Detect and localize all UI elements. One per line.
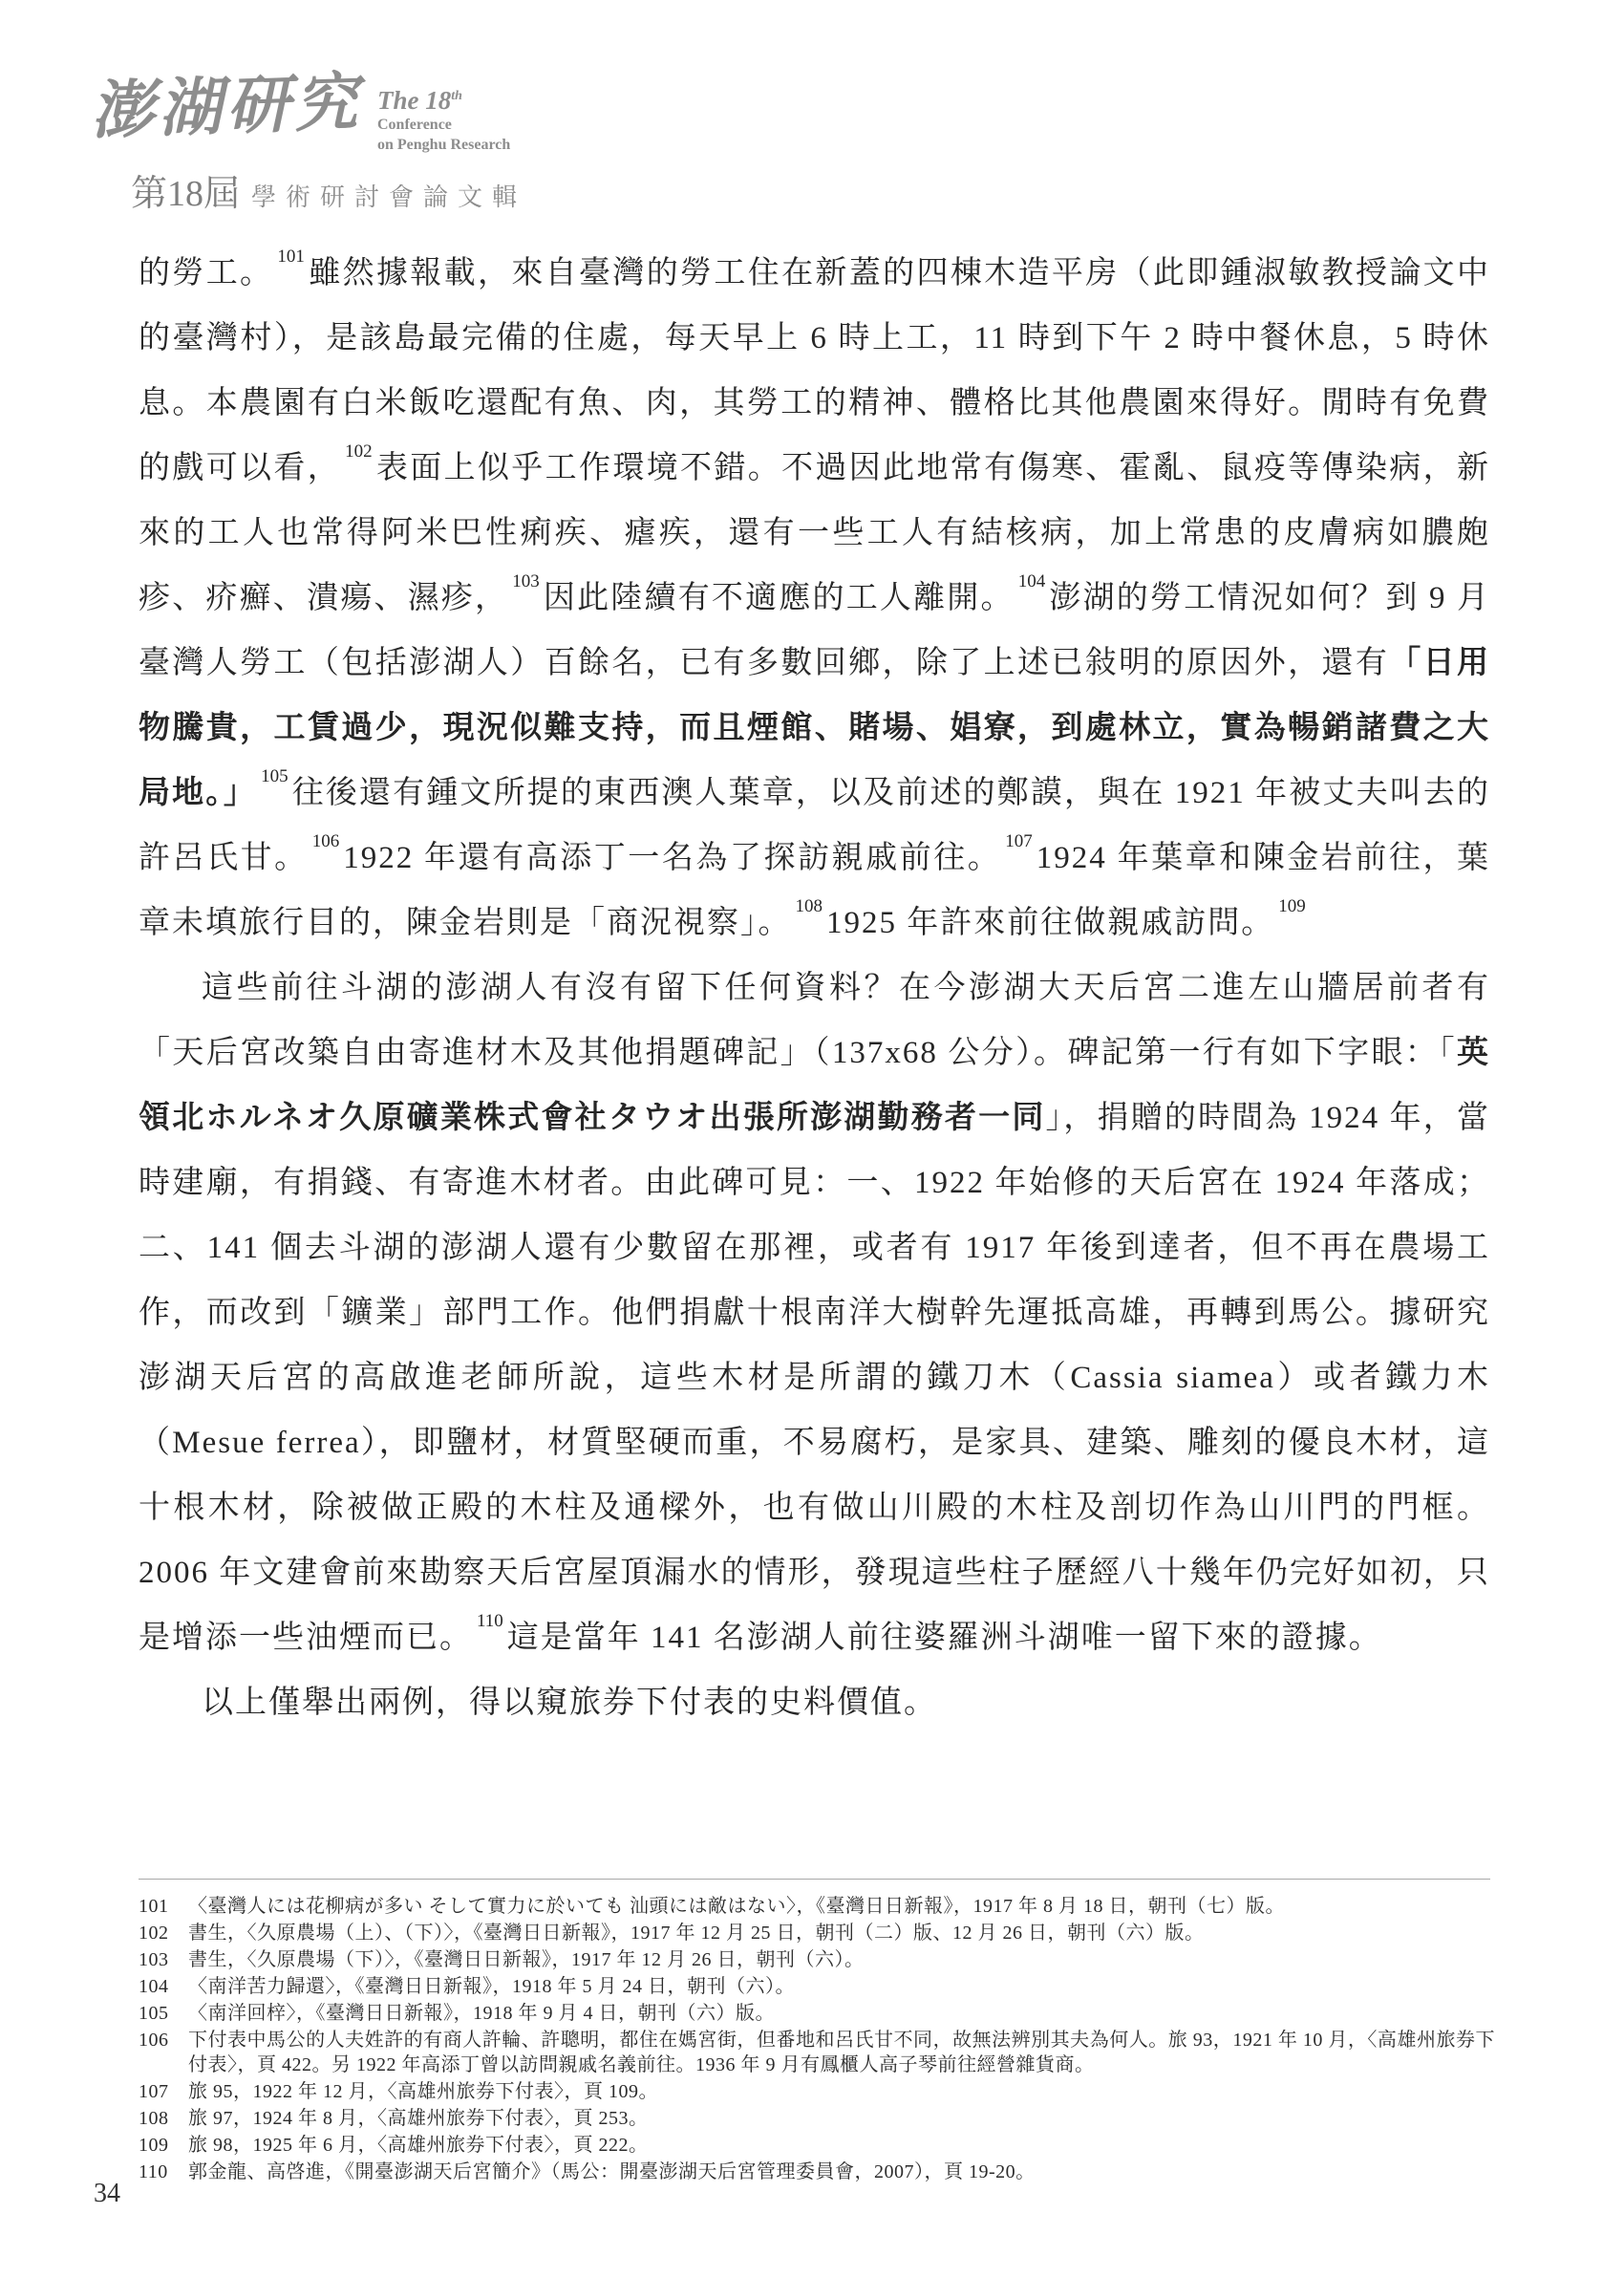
footnote-ref: 102 xyxy=(345,441,373,462)
footnote xyxy=(139,1947,1495,1972)
footnote-ref: 110 xyxy=(477,1610,503,1631)
footnote-text: 下付表中馬公的人夫姓許的有商人許輪、許聰明，都住在媽宮街，但番地和呂氏甘不同，故無法辨別其夫為何人。旅 93，1921 年 10 月，〈高雄州旅券下付表〉，頁 422。另 1922 年高添丁曾以訪問親戚名義前往。1936 年 9 月有鳳櫃人高子琴前往經營雜貨商。 xyxy=(188,2030,1495,2075)
footnote xyxy=(139,2079,1495,2104)
footnote-text: 〈南洋苦力歸還〉，《臺灣日日新報》，1918 年 5 月 24 日，朝刊（六）。 xyxy=(188,1976,795,1997)
footnote-text: 旅 98，1925 年 6 月，〈高雄州旅券下付表〉，頁 222。 xyxy=(188,2135,649,2156)
body-text-run: 以上僅舉出兩例，得以窺旅券下付表的史料價值。 xyxy=(202,1686,937,1720)
article-body xyxy=(139,241,1490,1735)
footnote-number: 102 xyxy=(139,1923,169,1944)
footnote-number: 108 xyxy=(139,2108,169,2129)
series-rest: 學術研討會論文輯 xyxy=(251,183,527,211)
footnote-text: 旅 95，1922 年 12 月，〈高雄州旅券下付表〉，頁 109。 xyxy=(188,2081,658,2102)
footnote xyxy=(139,2160,1495,2184)
series-title xyxy=(131,163,526,216)
body-text-run: 因此陸續有不適應的工人離開。 xyxy=(543,581,1015,615)
footnote-ref: 107 xyxy=(1005,830,1033,851)
footnote xyxy=(139,2001,1495,2026)
body-paragraph xyxy=(139,956,1490,1670)
body-text-run: 澎湖的勞工情況如何？到 9 月臺灣人勞工（包括澎湖人）百餘名，已有多數回鄉，除了上述已敍明的原因外，還有 xyxy=(139,581,1491,680)
body-text-run: 1924 年葉章和陳金岩前往，葉章未填旅行目的，陳金岩則是「商況視察」。 xyxy=(139,841,1491,940)
footnote-number: 106 xyxy=(139,2030,169,2051)
footnote-number: 103 xyxy=(139,1949,169,1970)
brand-english-block xyxy=(377,86,510,156)
brand-the-18th xyxy=(377,86,510,116)
footnote-ref: 108 xyxy=(795,895,823,916)
body-text-run: 」，捐贈的時間為 1924 年，當時建廟，有捐錢、有寄進木材者。由此碑可見：一、1922 年始修的天后宮在 1924 年落成；二、141 個去斗湖的澎湖人還有少數留在那裡，或者有 1917 年後到達者，但不再在農場工作，而改到「鑛業」部門工作。他們捐獻十根南洋大樹幹先運抵高雄，再轉到馬公。據研究澎湖天后宮的高啟進老師所說，這些木材是所謂的鐵刀木（Cassia siamea）或者鐵力木（Mesue ferrea），即鹽材，材質堅硬而重，不易腐朽，是家具、建築、雕刻的優良木材，這十根木材，除被做正殿的木柱及通樑外，也有做山川殿的木柱及剖切作為山川門的門框。2006 年文建會前來勘察天后宮屋頂漏水的情形，發現這些柱子歷經八十幾年仍完好如初，只是增添一些油煙而已。 xyxy=(139,1101,1491,1655)
footnote xyxy=(139,2106,1495,2131)
emphasis-quote: 英領北ホルネオ久原礦業株式會社タウオ出張所澎湖勤務者一同 xyxy=(139,1036,1490,1135)
footnote-number: 105 xyxy=(139,2003,169,2024)
footnote-number: 110 xyxy=(139,2161,168,2182)
footnote xyxy=(139,1894,1495,1919)
body-text-run: 這是當年 141 名澎湖人前往婆羅洲斗湖唯一留下來的證據。 xyxy=(506,1621,1382,1655)
footnote xyxy=(139,1974,1495,1999)
footnote-text: 〈臺灣人には花柳病が多い そして實力に於いても 汕頭には敵はない〉，《臺灣日日新報》，1917 年 8 月 18 日，朝刊（七）版。 xyxy=(188,1896,1285,1917)
brand-research-line: on Penghu Research xyxy=(377,136,511,153)
footnote-separator xyxy=(139,1879,1490,1880)
body-text-run: 的勞工。 xyxy=(139,256,274,290)
footnote-text: 郭金龍、高啓進，《開臺澎湖天后宮簡介》（馬公：開臺澎湖天后宮管理委員會，2007），頁 19-20。 xyxy=(188,2161,1036,2182)
body-paragraph xyxy=(139,241,1490,956)
body-text-run: 表面上似乎工作環境不錯。不過因此地常有傷寒、霍亂、鼠疫等傳染病，新來的工人也常得阿米巴性痢疾、瘧疾，還有一些工人有結核病，加上常患的皮膚病如膿皰疹、疥癬、潰瘍、濕疹， xyxy=(139,451,1491,615)
brand-calligraphy: 澎湖研究 xyxy=(89,68,364,147)
footnote-ref: 104 xyxy=(1017,570,1046,591)
footnote-ref: 106 xyxy=(311,830,340,851)
logo-top-row xyxy=(89,68,526,156)
footnote-number: 104 xyxy=(139,1976,169,1997)
footnote-ref: 109 xyxy=(1278,895,1306,916)
body-text-run: 這些前往斗湖的澎湖人有沒有留下任何資料？在今澎湖大天后宮二進左山牆居前者有「天后宮改築自由寄進材木及其他捐題碑記」（137x68 公分）。碑記第一行有如下字眼：「 xyxy=(139,971,1490,1070)
body-text-run: 1922 年還有高添丁一名為了探訪親戚前往。 xyxy=(343,841,1002,875)
footnote-number: 107 xyxy=(139,2081,169,2102)
page-number: 34 xyxy=(94,2179,120,2208)
footnote-text: 〈南洋回梓〉，《臺灣日日新報》，1918 年 9 月 4 日，朝刊（六）版。 xyxy=(188,2003,775,2024)
footnote-ref: 101 xyxy=(277,246,305,267)
footnote xyxy=(139,2133,1495,2158)
body-paragraph xyxy=(139,1670,1490,1735)
brand-th-superscript: th xyxy=(451,89,462,103)
emphasis-quote: 「日用物騰貴，工賃過少，現況似難支持，而且煙館、賭場、娼寮，到處林立，實為暢銷諸費之大局地。」 xyxy=(139,646,1491,810)
footnote xyxy=(139,1921,1495,1945)
series-prefix: 第18屆 xyxy=(131,173,241,214)
footnote-text: 書生，〈久原農場（上）、（下）〉，《臺灣日日新報》，1917 年 12 月 25 日，朝刊（二）版、12 月 26 日，朝刊（六）版。 xyxy=(188,1923,1205,1944)
footnote-text: 旅 97，1924 年 8 月，〈高雄州旅券下付表〉，頁 253。 xyxy=(188,2108,649,2129)
body-text-run: 往後還有鍾文所提的東西澳人葉章，以及前述的鄭謨，與在 1921 年被丈夫叫去的許呂氏甘。 xyxy=(139,776,1491,875)
brand-the-18: The 18 xyxy=(377,86,452,115)
footnote-number: 109 xyxy=(139,2135,169,2156)
journal-logo xyxy=(89,68,527,216)
footnote-ref: 105 xyxy=(261,765,288,786)
footnotes-section xyxy=(139,1894,1495,2186)
footnote-ref: 103 xyxy=(512,570,540,591)
body-text-run: 1925 年許來前往做親戚訪問。 xyxy=(826,906,1275,940)
footnote-number: 101 xyxy=(139,1896,169,1917)
body-text-run: 雖然據報載，來自臺灣的勞工住在新蓋的四棟木造平房（此即鍾淑敏教授論文中的臺灣村），是該島最完備的住處，每天早上 6 時上工，11 時到下午 2 時中餐休息，5 時休息。本農園有白米飯吃還配有魚、肉，其勞工的精神、體格比其他農園來得好。閒時有免費的戲可以看， xyxy=(139,256,1491,485)
brand-conference-line: Conference xyxy=(377,117,452,134)
footnote xyxy=(139,2028,1495,2077)
footnote-text: 書生，〈久原農場（下）〉，《臺灣日日新報》，1917 年 12 月 26 日，朝刊（六）。 xyxy=(188,1949,865,1970)
